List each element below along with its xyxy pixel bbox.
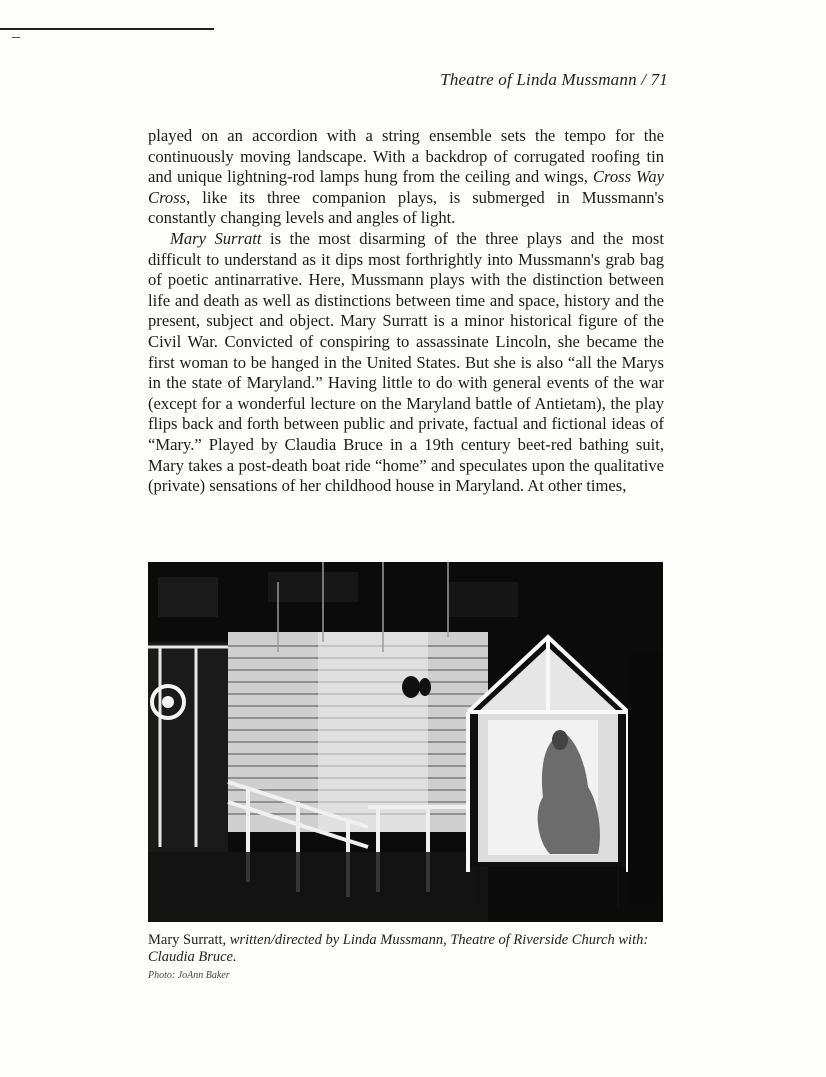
body-text bbox=[148, 126, 664, 497]
left-frame bbox=[148, 642, 228, 852]
scan-edge-mark bbox=[0, 28, 214, 30]
paragraph-2 bbox=[148, 229, 664, 497]
paragraph-2-text: is the most disarming of the three plays and the most difficult to understand as it dips most forthrightly into Mussmann's grab bag of poetic antinarrative. Here, Mussmann plays with the distinction between life and death as well as distinctions between time and space, history and the present, subject and object. Mary Surratt is a minor historical figure of the Civil War. Convicted of conspiring to assassinate Lincoln, she became the first woman to be hanged in the United States. But she is also “all the Marys in the state of Maryland.” Having little to do with general events of the war (except for a wonderful lecture on the Maryland battle of Antietam), the play flips back and forth between public and private, factual and fictional ideas of “Mary.” Played by Claudia Bruce in a 19th century beet-red bathing suit, Mary takes a post-death boat ride “home” and speculates upon the qualitative (private) sensations of her childhood house in Maryland. At other times, bbox=[148, 228, 664, 496]
scan-speck bbox=[12, 37, 20, 38]
caption-details: written/directed by Linda Mussmann, Theatre of Riverside Church with: Claudia Bruce. bbox=[148, 932, 649, 965]
production-photo bbox=[148, 562, 663, 922]
play-title-cross-way-cross: Cross Way Cross bbox=[148, 167, 665, 207]
corrugated-wall bbox=[228, 632, 488, 832]
paragraph-1-part-1: played on an accordion with a string ensemble sets the tempo for the continuously moving landscape. With a backdrop of corrugated roofing tin and unique lightning-rod lamps hung from the ceiling and wings, bbox=[148, 126, 664, 187]
stage-photo-svg bbox=[148, 562, 663, 922]
caption-title: Mary Surratt, bbox=[148, 932, 230, 948]
paragraph-1-part-2: , like its three companion plays, is submerged in Mussmann's constantly changing levels and angles of light. bbox=[148, 187, 664, 228]
play-title-mary-surratt: Mary Surratt bbox=[170, 228, 262, 248]
photo-credit: Photo: JoAnn Baker bbox=[148, 970, 230, 981]
paragraph-1 bbox=[148, 126, 664, 229]
photo-caption bbox=[148, 932, 668, 966]
wall-emblem bbox=[402, 676, 431, 698]
running-head: Theatre of Linda Mussmann / 71 bbox=[440, 70, 668, 89]
